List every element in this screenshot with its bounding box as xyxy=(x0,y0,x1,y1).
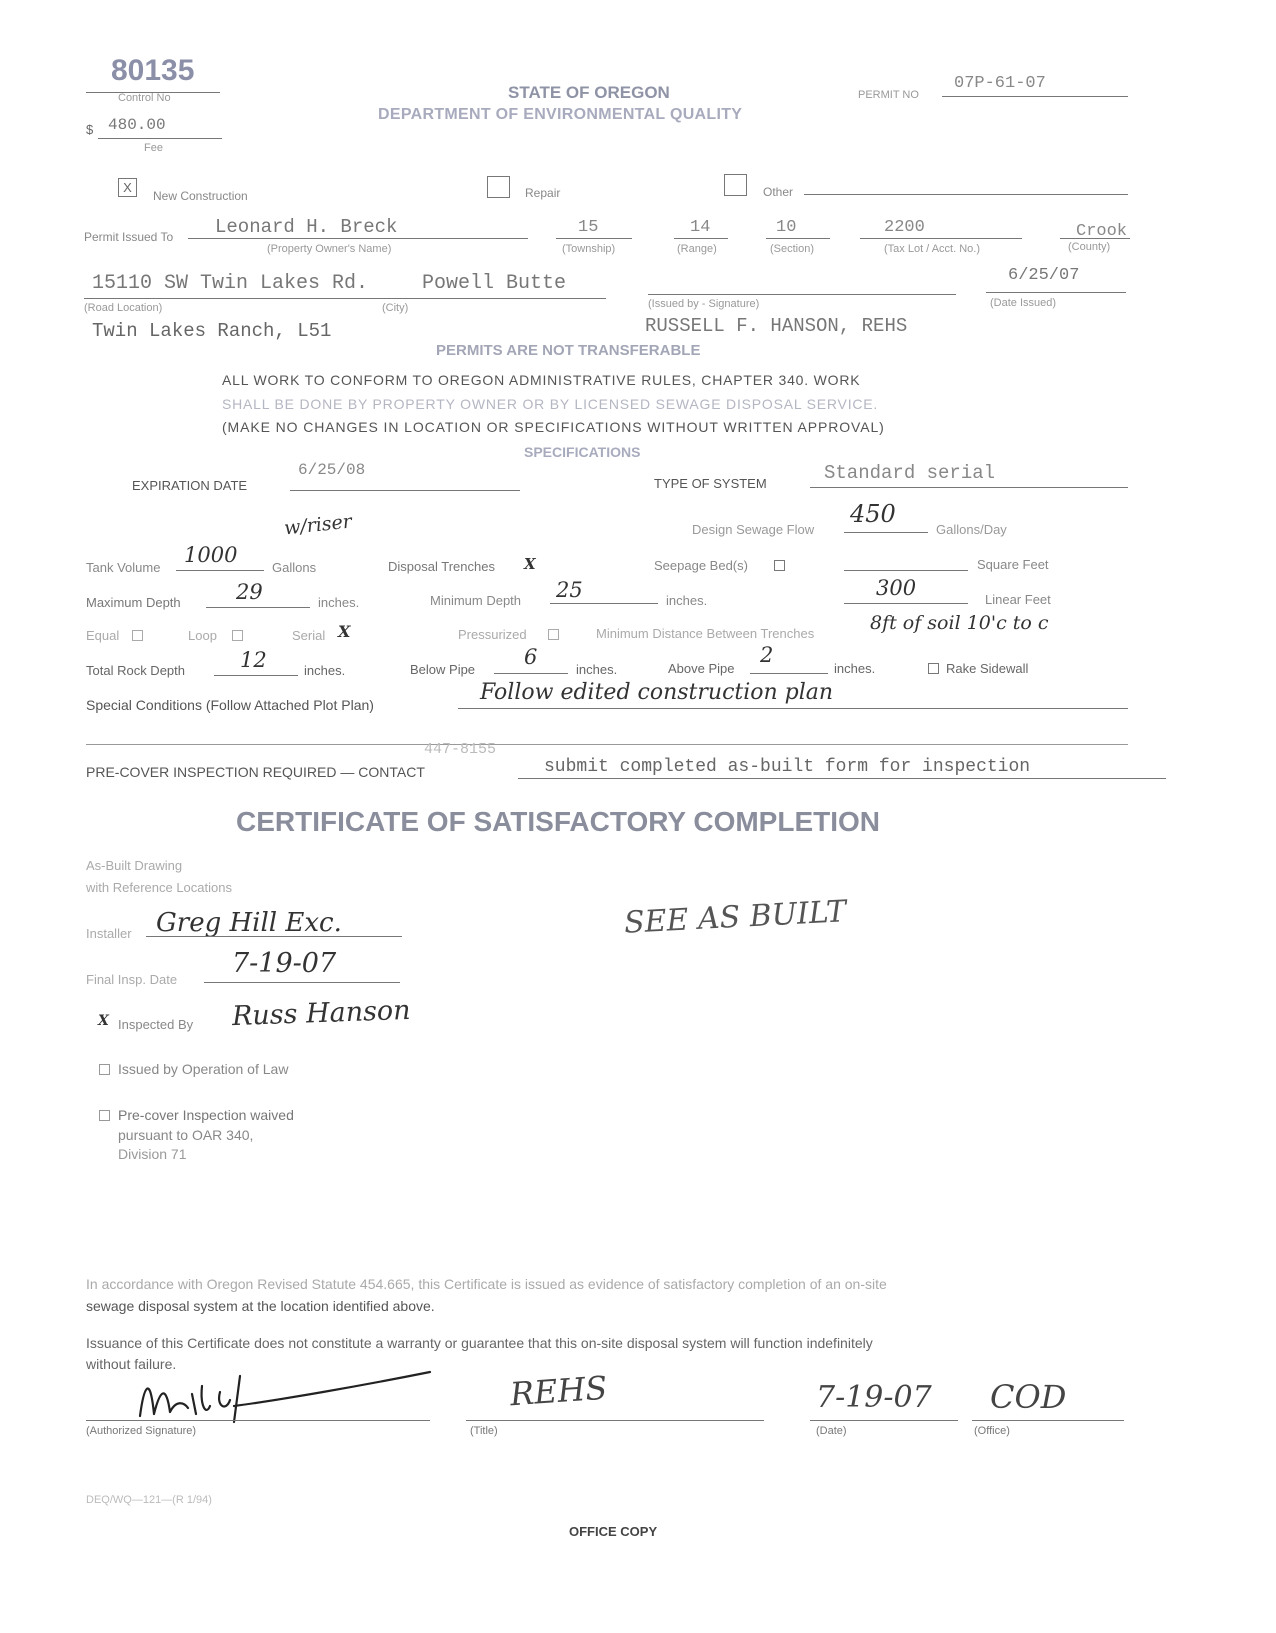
design-flow-value: 450 xyxy=(850,500,896,528)
other-label: Other xyxy=(763,185,794,199)
control-number: 80135 xyxy=(111,54,195,87)
township-value: 15 xyxy=(578,218,599,237)
as-built-line2: with Reference Locations xyxy=(86,880,232,895)
waived-checkbox[interactable] xyxy=(99,1110,110,1121)
gallons-per-day-label: Gallons/Day xyxy=(936,522,1007,537)
system-type-label: TYPE OF SYSTEM xyxy=(654,476,767,491)
date-issued-label: (Date Issued) xyxy=(990,297,1057,309)
serial-mark[interactable]: X xyxy=(338,622,351,641)
fee-value: 480.00 xyxy=(108,116,166,134)
min-distance-label: Minimum Distance Between Trenches xyxy=(596,626,815,641)
authorized-signature xyxy=(130,1366,450,1424)
issuer-name: RUSSELL F. HANSON, REHS xyxy=(645,315,908,337)
loop-checkbox[interactable] xyxy=(232,630,243,641)
city-label: (City) xyxy=(382,302,409,314)
repair-checkbox[interactable] xyxy=(487,176,510,198)
certificate-title: CERTIFICATE OF SATISFACTORY COMPLETION xyxy=(236,806,881,837)
above-pipe-unit: inches. xyxy=(834,661,876,676)
inspected-by-label: Inspected By xyxy=(118,1017,194,1032)
rock-depth-value: 12 xyxy=(240,648,267,672)
operation-of-law-label: Issued by Operation of Law xyxy=(118,1061,289,1077)
min-depth-label: Minimum Depth xyxy=(430,593,522,608)
max-depth-unit: inches. xyxy=(318,595,360,610)
not-transferable-notice: PERMITS ARE NOT TRANSFERABLE xyxy=(436,342,701,359)
road-location-label: (Road Location) xyxy=(84,302,163,314)
design-flow-label: Design Sewage Flow xyxy=(692,522,815,537)
title-label: (Title) xyxy=(470,1425,498,1437)
rake-sidewall-label: Rake Sidewall xyxy=(946,661,1029,676)
min-distance-value: 8ft of soil 10'c to c xyxy=(870,612,1049,634)
above-pipe-label: Above Pipe xyxy=(668,661,735,676)
township-label: (Township) xyxy=(562,243,616,255)
office-value: COD xyxy=(990,1378,1067,1416)
seepage-bed-label: Seepage Bed(s) xyxy=(654,558,748,573)
serial-label: Serial xyxy=(292,628,326,643)
max-depth-label: Maximum Depth xyxy=(86,595,181,610)
range-label: (Range) xyxy=(677,243,717,255)
rock-depth-label: Total Rock Depth xyxy=(86,663,185,678)
inspected-by-value: Russ Hanson xyxy=(231,994,412,1033)
min-depth-unit: inches. xyxy=(666,593,708,608)
warranty-line2: without failure. xyxy=(86,1356,177,1372)
county-label: (County) xyxy=(1068,241,1111,253)
max-depth-value: 29 xyxy=(236,580,263,604)
inspected-by-mark[interactable]: X xyxy=(98,1013,109,1029)
signature-date-value: 7-19-07 xyxy=(816,1380,932,1415)
contact-phone: 447-8155 xyxy=(424,741,497,758)
date-issued-value: 6/25/07 xyxy=(1008,266,1080,285)
section-value: 10 xyxy=(776,218,797,237)
form-number: DEQ/WQ—121—(R 1/94) xyxy=(86,1494,212,1506)
location-note: Twin Lakes Ranch, L51 xyxy=(92,320,332,342)
conformance-notice-line2: SHALL BE DONE BY PROPERTY OWNER OR BY LICENSED SEWAGE DISPOSAL SERVICE. xyxy=(222,396,879,412)
rock-depth-unit: inches. xyxy=(304,663,346,678)
authorized-signature-label: (Authorized Signature) xyxy=(86,1425,197,1437)
new-construction-checkbox[interactable]: X xyxy=(118,178,137,197)
gallons-label: Gallons xyxy=(272,560,317,575)
warranty-line1: Issuance of this Certificate does not constitute a warranty or guarantee that this on-site disposal system will function indefinitely xyxy=(86,1335,873,1351)
below-pipe-value: 6 xyxy=(524,645,538,669)
operation-of-law-checkbox[interactable] xyxy=(99,1064,110,1075)
precover-value: submit completed as-built form for inspection xyxy=(544,757,1031,777)
installer-label: Installer xyxy=(86,926,132,941)
statute-line2: sewage disposal system at the location identified above. xyxy=(86,1298,435,1314)
rake-sidewall-checkbox[interactable] xyxy=(928,663,939,674)
pressurized-checkbox[interactable] xyxy=(548,629,559,640)
permit-no-value: 07P-61-07 xyxy=(954,74,1046,93)
linear-feet-label: Linear Feet xyxy=(985,592,1051,607)
signature-date-label: (Date) xyxy=(816,1425,847,1437)
new-construction-label: New Construction xyxy=(153,189,248,203)
tax-lot-label: (Tax Lot / Acct. No.) xyxy=(884,243,980,255)
see-as-built-note: SEE AS BUILT xyxy=(623,894,848,941)
riser-note: w/riser xyxy=(283,510,353,540)
equal-label: Equal xyxy=(86,628,120,643)
final-inspection-date-value: 7-19-07 xyxy=(232,948,337,979)
fee-prefix: $ xyxy=(86,122,94,137)
section-label: (Section) xyxy=(770,243,815,255)
expiration-date-label: EXPIRATION DATE xyxy=(132,478,248,493)
statute-line1: In accordance with Oregon Revised Statute 454.665, this Certificate is issued as evidence of satisfactory completion of an on-site xyxy=(86,1276,887,1292)
seepage-bed-checkbox[interactable] xyxy=(774,560,785,571)
owner-name: Leonard H. Breck xyxy=(215,216,398,238)
road-location: 15110 SW Twin Lakes Rd. xyxy=(92,272,369,295)
office-copy-label: OFFICE COPY xyxy=(569,1524,658,1539)
pressurized-label: Pressurized xyxy=(458,627,527,642)
conformance-notice-line1: ALL WORK TO CONFORM TO OREGON ADMINISTRATIVE RULES, CHAPTER 340. WORK xyxy=(222,372,861,388)
min-depth-value: 25 xyxy=(556,578,583,602)
square-feet-label: Square Feet xyxy=(977,557,1049,572)
office-label: (Office) xyxy=(974,1425,1010,1437)
installer-value: Greg Hill Exc. xyxy=(156,908,342,938)
title-value: REHS xyxy=(508,1368,609,1414)
waived-line1: Pre-cover Inspection waived xyxy=(118,1107,294,1123)
repair-label: Repair xyxy=(525,186,561,200)
loop-label: Loop xyxy=(188,628,217,643)
waived-line2: pursuant to OAR 340, xyxy=(118,1127,254,1143)
as-built-line1: As-Built Drawing xyxy=(86,858,183,873)
conformance-notice-line3: (MAKE NO CHANGES IN LOCATION OR SPECIFICATIONS WITHOUT WRITTEN APPROVAL) xyxy=(222,419,885,435)
issued-to-label: Permit Issued To xyxy=(84,230,174,244)
owner-name-label: (Property Owner's Name) xyxy=(267,243,392,255)
other-checkbox[interactable] xyxy=(724,174,747,196)
special-conditions-label: Special Conditions (Follow Attached Plot Plan) xyxy=(86,697,374,713)
range-value: 14 xyxy=(690,218,711,237)
linear-feet-value: 300 xyxy=(876,576,917,600)
city-value: Powell Butte xyxy=(422,272,567,295)
system-type-value: Standard serial xyxy=(824,462,996,484)
department-title: DEPARTMENT OF ENVIRONMENTAL QUALITY xyxy=(378,106,743,123)
below-pipe-unit: inches. xyxy=(576,662,618,677)
state-title: STATE OF OREGON xyxy=(508,83,670,102)
control-number-label: Control No xyxy=(118,92,171,104)
permit-no-label: PERMIT NO xyxy=(858,89,919,101)
final-inspection-date-label: Final Insp. Date xyxy=(86,972,178,987)
expiration-date-value: 6/25/08 xyxy=(298,461,366,479)
disposal-trenches-label: Disposal Trenches xyxy=(388,559,495,574)
disposal-trenches-mark[interactable]: X xyxy=(524,555,536,573)
specifications-heading: SPECIFICATIONS xyxy=(524,444,641,460)
below-pipe-label: Below Pipe xyxy=(410,662,476,677)
precover-label: PRE-COVER INSPECTION REQUIRED — CONTACT xyxy=(86,764,425,780)
tax-lot-value: 2200 xyxy=(884,218,925,237)
issued-by-label: (Issued by - Signature) xyxy=(648,298,760,310)
tank-volume-value: 1000 xyxy=(184,543,238,567)
tank-volume-label: Tank Volume xyxy=(86,560,161,575)
fee-label: Fee xyxy=(144,142,163,154)
above-pipe-value: 2 xyxy=(760,643,774,667)
equal-checkbox[interactable] xyxy=(132,630,143,641)
special-conditions-value: Follow edited construction plan xyxy=(480,680,834,705)
county-value: Crook xyxy=(1076,222,1128,241)
waived-line3: Division 71 xyxy=(118,1146,187,1162)
